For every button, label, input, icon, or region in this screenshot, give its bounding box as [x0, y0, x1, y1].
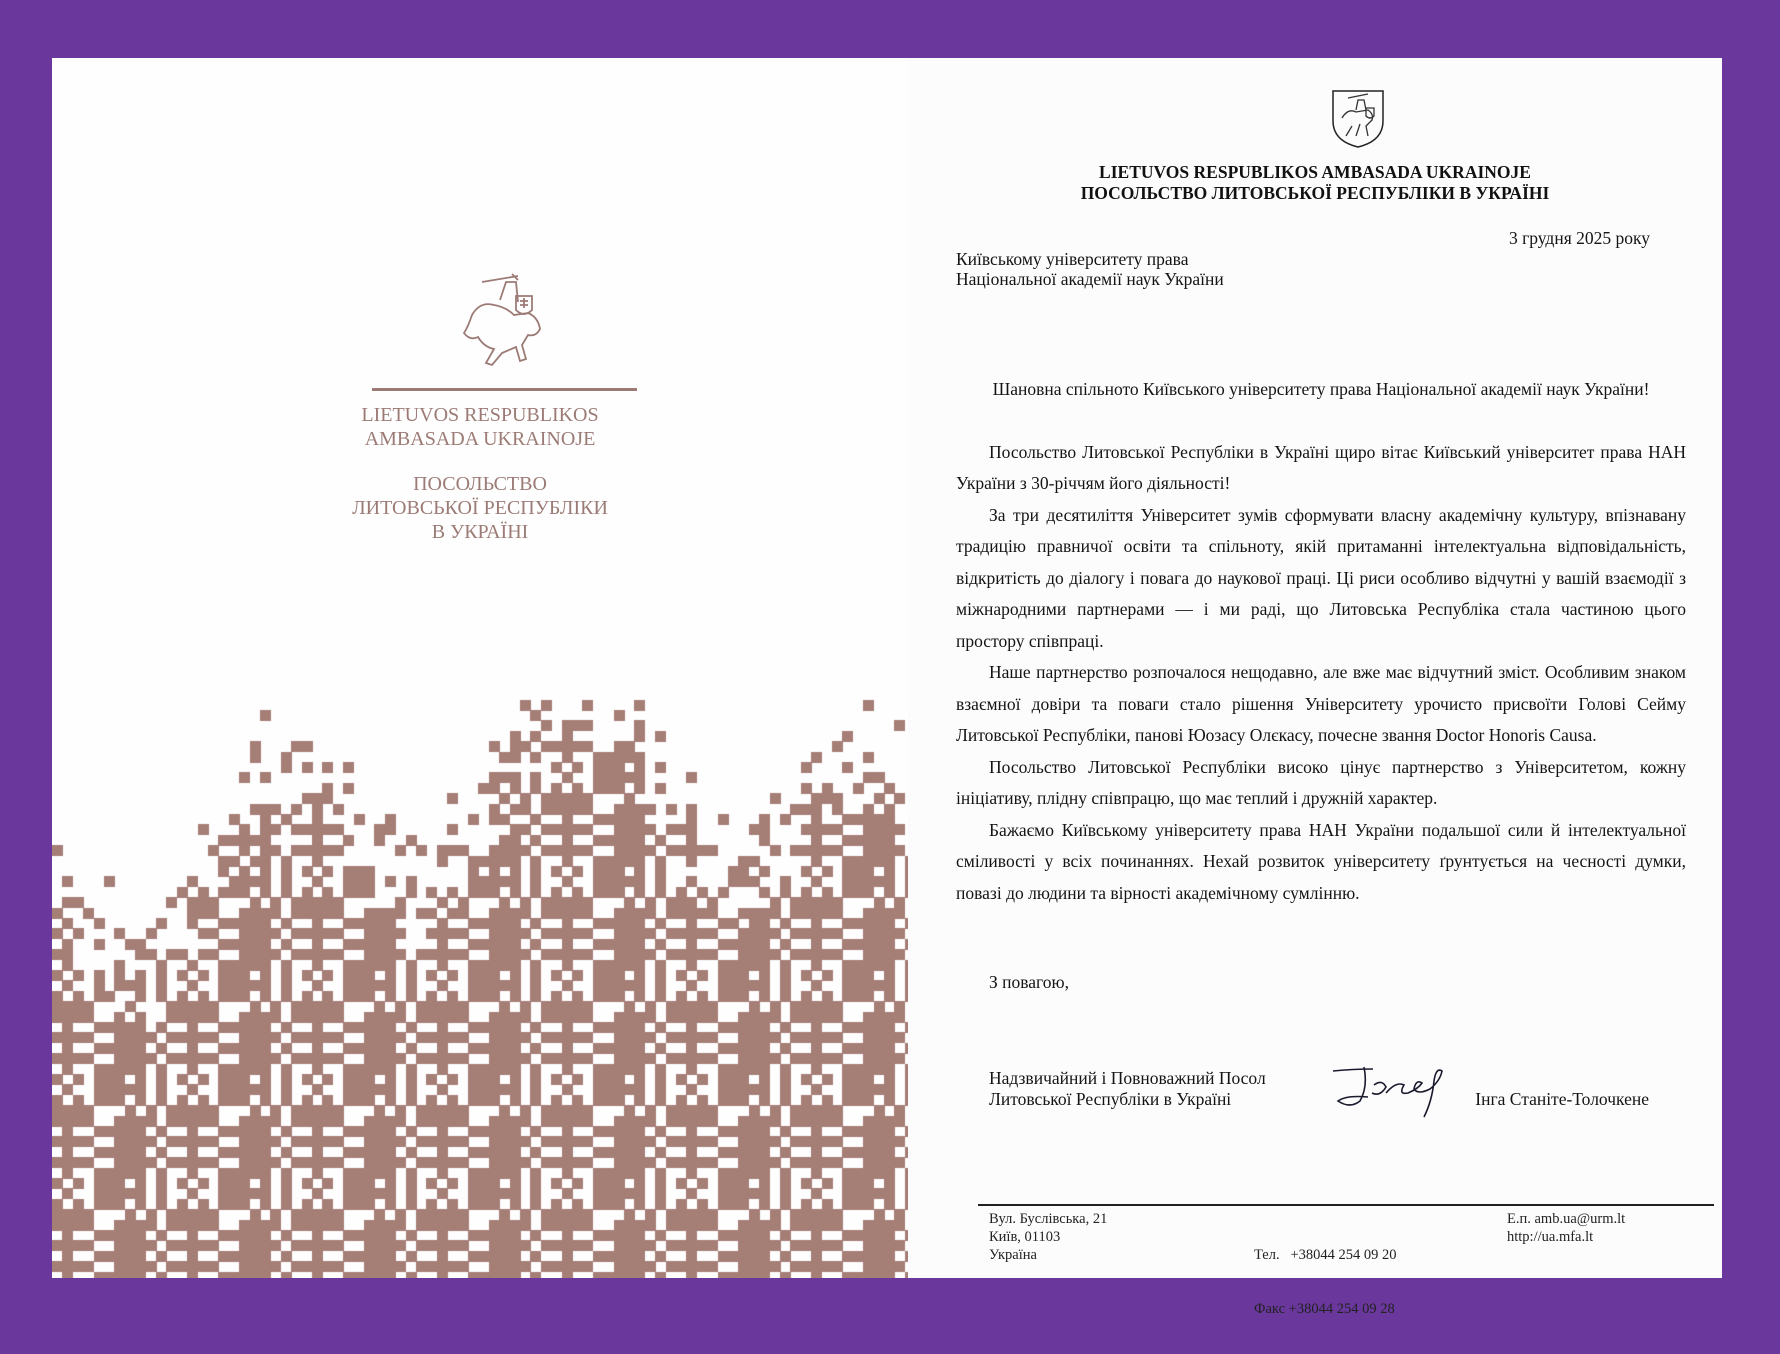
closing: З повагою,	[989, 972, 1069, 992]
cover-line-ua2: ЛИТОВСЬКОЇ РЕСПУБЛІКИ	[352, 497, 608, 519]
addressee-line-2: Національної академії наук України	[956, 269, 1224, 289]
paragraph: Наше партнерство розпочалося нещодавно, але вже має відчутний зміст. Особливим знаком взаємної довіри та поваги стало рішення Університету урочисто присвоїти Голові Сейму Литовської Республіки, панові Юозасу Олєкасу, почесне звання Doctor Honoris Causa.	[956, 662, 1686, 745]
paragraph: За три десятиліття Університет зумів сформувати власну академічну культуру, впізнавану традицію правничої освіти та спільноту, якій притаманні інтелектуальна відповідальність, відкритість до діалогу і повага до наукової праці. Ці риси особливо відчутні у вашій взаємодії з міжнародними партнерами — і ми раді, що Литовська Республіка стала частиною цього простору співпраці.	[956, 504, 1686, 651]
footer-phones	[1254, 1210, 1397, 1354]
paragraph: Бажаємо Київському університету права НАН України подальшої сили й інтелектуальної сміливості у всіх починаннях. Нехай розвиток університету ґрунтується на чесності думки, повазі до людини та вірності академічному сумлінню.	[956, 819, 1686, 903]
vytis-shield-icon	[1330, 88, 1386, 150]
cover-line-lt1: LIETUVOS RESPUBLIKOS	[361, 404, 599, 426]
signatory-title-2: Литовської Республіки в Україні	[989, 1089, 1232, 1109]
website-link[interactable]: http://ua.mfa.lt	[1507, 1229, 1594, 1245]
footer-address	[989, 1210, 1107, 1264]
signatory-title-1: Надзвичайний і Повноважний Посол	[989, 1068, 1266, 1088]
cover-line-ua1: ПОСОЛЬСТВО	[413, 473, 547, 495]
signature-graphic	[1328, 1063, 1478, 1138]
greeting: Шановна спільното Київського університету права Національної академії наук України!	[992, 379, 1650, 399]
cover-line-lt2: AMBASADA UKRAINOJE	[364, 428, 596, 450]
letter-body	[956, 374, 1686, 909]
addressee-line-1: Київському університету права	[956, 249, 1189, 269]
cover-divider	[372, 388, 637, 391]
letter-page	[908, 58, 1722, 1317]
cover-line-ua3: В УКРАЇНІ	[431, 521, 529, 543]
woven-pattern-graphic	[52, 658, 908, 1278]
address-street: Вул. Буслівська, 21	[989, 1211, 1108, 1227]
document-spread	[52, 58, 1722, 1317]
letterhead-ua: ПОСОЛЬСТВО ЛИТОВСЬКОЇ РЕСПУБЛІКИ В УКРАЇНІ	[1080, 183, 1550, 203]
fax: Факс +38044 254 09 28	[1254, 1301, 1395, 1317]
address-city: Київ, 01103	[989, 1229, 1061, 1245]
signatory-name: Інга Станіте-Толочкене	[1475, 1089, 1649, 1109]
letterhead-lt: LIETUVOS RESPUBLIKOS AMBASADA UKRAINOJE	[1099, 162, 1531, 182]
vytis-emblem-icon	[452, 270, 562, 370]
footer-divider	[978, 1204, 1714, 1206]
footer-contacts	[1507, 1210, 1625, 1246]
address-country: Україна	[989, 1247, 1037, 1263]
cover-page	[52, 58, 908, 1278]
email-link[interactable]: Е.п. amb.ua@urm.lt	[1507, 1211, 1626, 1227]
paragraph: Посольство Литовської Республіки високо цінує партнерство з Університетом, кожну ініціативу, плідну співпрацю, що має теплий і дружній характер.	[956, 756, 1686, 808]
letter-date: 3 грудня 2025 року	[1508, 228, 1650, 248]
phone: Тел. +38044 254 09 20	[1254, 1247, 1397, 1263]
paragraph: Посольство Литовської Республіки в Україні щиро вітає Київський університет права НАН України з 30-річчям його діяльності!	[956, 441, 1686, 493]
